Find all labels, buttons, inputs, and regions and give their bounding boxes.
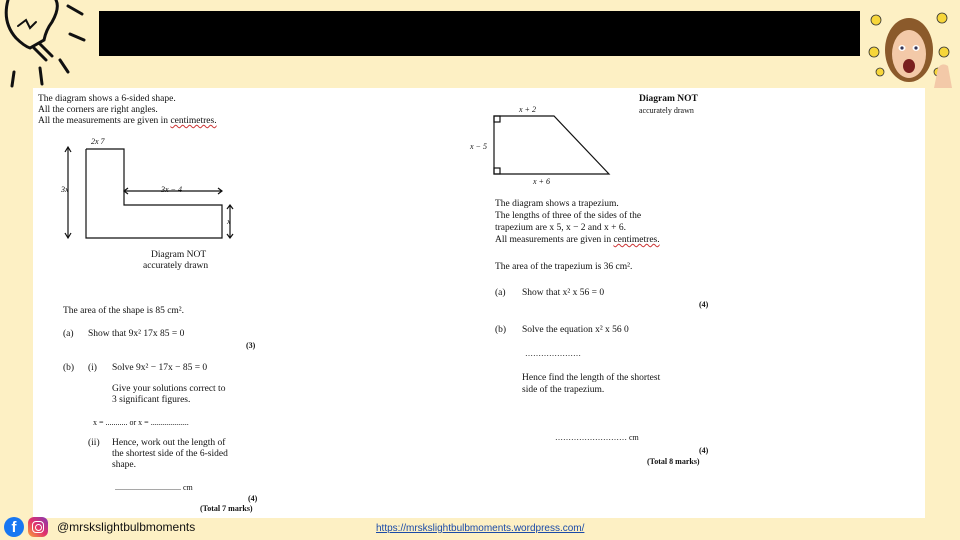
q1-bi-hint-2: 3 significant figures. [112,395,191,405]
q2-label-left: x − 5 [470,142,487,151]
q2-diagram-note-1: Diagram NOT [639,94,698,104]
q1-intro-line1: The diagram shows a 6-sided shape. [38,94,176,104]
q1-label-mid: 3x − 4 [161,185,182,194]
facebook-icon[interactable]: f [4,517,24,537]
q1-a-label: (a) [63,329,74,339]
title-bar [99,11,860,56]
q2-hence-1: Hence find the length of the shortest [522,373,661,383]
q1-a-text: Show that 9x² 17x 85 = 0 [88,329,185,339]
q1-bii-label: (ii) [88,438,100,448]
q1-bii-text-1: Hence, work out the length of [112,438,226,448]
blog-link[interactable]: https://mrskslightbulbmoments.wordpress.com/ [376,523,585,534]
q1-bi-hint-1: Give your solutions correct to [112,384,226,394]
q1-bii-text-3: shape. [112,460,137,470]
q1-bii-answer: ................................. cm [115,483,193,492]
q1-diagram-note-2: accurately drawn [143,261,209,271]
six-sided-shape-diagram [58,133,248,243]
q2-b-text: Solve the equation x² x 56 0 [522,325,629,335]
q1-label-top: 2x 7 [91,137,105,146]
q2-intro-2: The lengths of three of the sides of the [495,211,642,221]
q2-b-answer: ……………………… cm [555,433,639,442]
q1-b-marks: (4) [248,494,258,503]
q1-bi-label: (i) [88,363,97,373]
q1-bi-answer: x = ........... or x = ................... [93,418,189,427]
q2-hence-2: side of the trapezium. [522,385,605,395]
q1-label-left: 3x [61,185,69,194]
q1-bii-text-2: the shortest side of the 6-sided [112,449,228,459]
lightbulb-logo-icon [0,0,100,90]
instagram-icon[interactable] [28,517,48,537]
q1-bi-text: Solve 9x² − 17x − 85 = 0 [112,363,208,373]
avatar [866,8,952,88]
social-handle: @mrskslightbulbmoments [57,520,196,534]
q1-label-right: x [227,217,231,226]
q2-a-text: Show that x² x 56 = 0 [522,288,605,298]
q2-label-top: x + 2 [519,105,536,114]
q1-intro-line3: All the measurements are given in centimetres. [38,116,217,126]
q2-label-bottom: x + 6 [533,177,550,186]
q2-area-text: The area of the trapezium is 36 cm². [495,262,633,272]
q1-total: (Total 7 marks) [200,504,253,513]
q1-area-text: The area of the shape is 85 cm². [63,306,185,316]
q1-b-label: (b) [63,363,75,373]
q2-a-marks: (4) [699,300,709,309]
trapezium-diagram [488,110,618,180]
worksheet [33,88,925,518]
q2-a-label: (a) [495,288,506,298]
q2-diagram-note-2: accurately drawn [639,106,694,115]
q1-diagram-note-1: Diagram NOT [151,250,207,260]
q2-intro-4: All measurements are given in centimetres. [495,235,660,245]
q2-intro-1: The diagram shows a trapezium. [495,199,619,209]
q2-b-dots: ………………… [525,349,581,358]
q2-b-label: (b) [495,325,507,335]
q2-intro-3: trapezium are x 5, x − 2 and x + 6. [495,223,627,233]
q2-total: (Total 8 marks) [647,457,700,466]
q2-b-marks: (4) [699,446,709,455]
q1-intro-line2: All the corners are right angles. [38,105,158,115]
q1-a-marks: (3) [246,341,256,350]
